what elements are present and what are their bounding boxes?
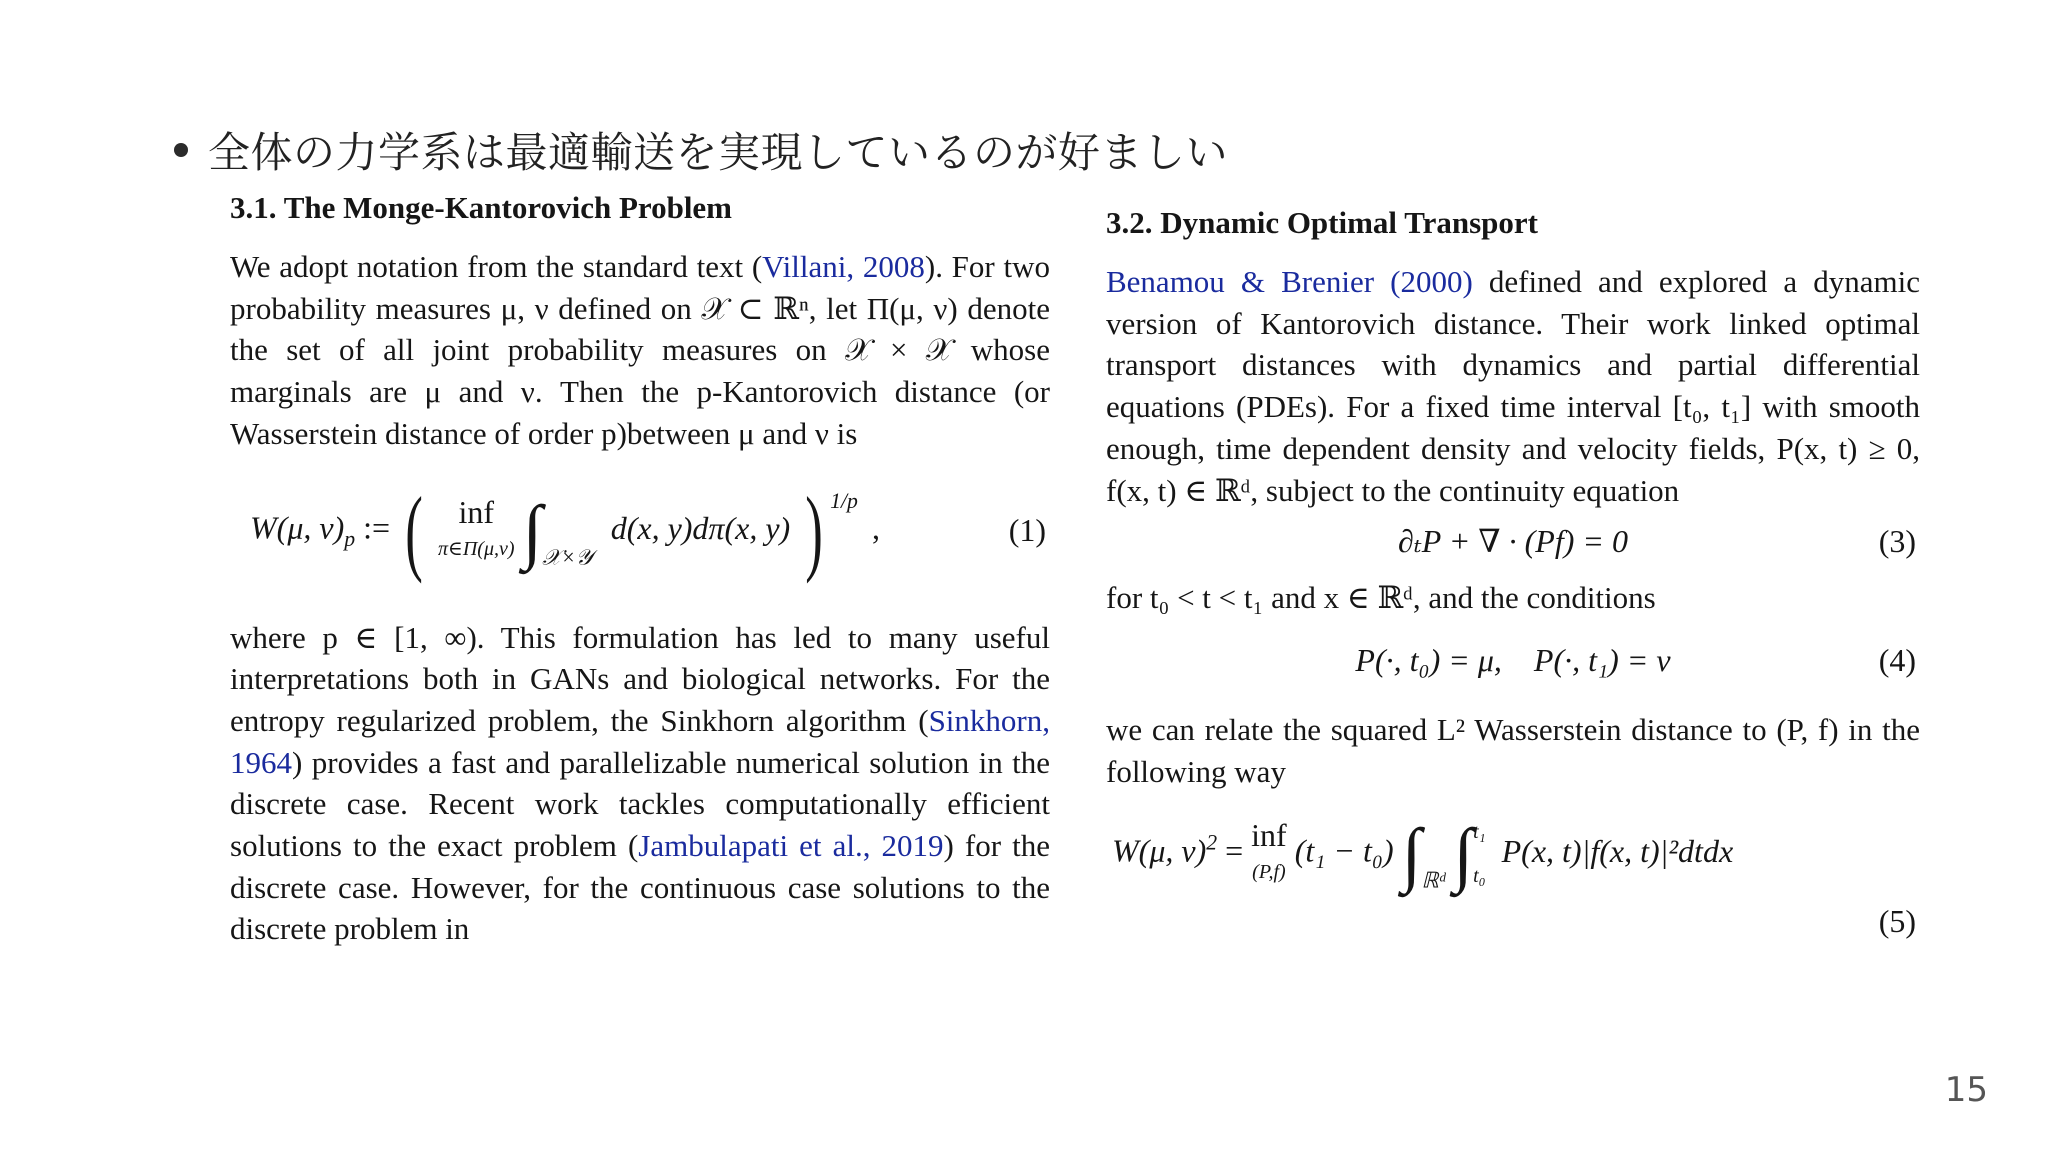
eq5-integrand: P(x, t)|f(x, t)|²dtdx [1501, 832, 1734, 869]
bullet-text: 全体の力学系は最適輸送を実現しているのが好ましい [208, 128, 1229, 177]
eq5-int1-sub: ℝᵈ [1421, 868, 1446, 893]
right-paren-icon: ) [805, 477, 823, 585]
citation-jambulapati[interactable]: Jambulapati et al., 2019 [638, 828, 944, 864]
left-p2-text-c: ) for the discrete case. However, for the continuous case solutions to the discrete problem in [230, 828, 1050, 947]
bullet-icon [174, 143, 188, 157]
equation-5-body [1112, 810, 1733, 902]
equation-5-number: (5) [1878, 902, 1916, 939]
left-p2-text-b: ) provides a fast and parallelizable numerical solution in the discrete case. Recent work tackles computationally efficient solutions to the exact problem ( [230, 744, 1050, 864]
eq5-inf [1251, 815, 1287, 894]
left-p1-text-b: ). For two probability measures μ, ν defined on 𝒳 ⊂ ℝⁿ, let Π(μ, ν) denote the set of all joint probability measures on 𝒳 × 𝒳 whose marginals are μ and ν. Then the p-Kantorovich distance (or Wasserstein distance of order p)between μ and ν is [230, 249, 1050, 451]
equation-1-number: (1) [1008, 511, 1046, 548]
eq5-int2-sub: t₀ [1473, 865, 1486, 888]
equation-3-body: ∂ₜP + ∇ · (Pf) = 0 [1398, 523, 1628, 560]
eq5-lhs: W(μ, ν) [1112, 832, 1207, 869]
eq1-inf-label: inf [458, 493, 495, 530]
eq1-integrand: d(x, y)dπ(x, y) [610, 509, 791, 546]
eq5-factor: (t₁ − t₀) [1294, 832, 1394, 869]
eq1-lhs: W(μ, ν) [250, 509, 345, 546]
eq1-integral-sub: 𝒳×𝒴 [542, 545, 593, 570]
equation-4 [1106, 631, 1920, 691]
left-p2-text-a: where p ∈ [1, ∞). This formulation has led to many useful interpretations both in GANs and biological networks. For the entropy regularized problem, the Sinkhorn algorithm ( [230, 619, 1050, 738]
eq5-eq: = [1217, 832, 1252, 869]
integral-icon: ∫ [522, 491, 543, 572]
right-paragraph-2: for t₀ < t < t₁ and x ∈ ℝᵈ, and the conditions [1106, 580, 1656, 616]
eq1-power: 1/p [830, 489, 858, 514]
eq5-lhs-supsub: 2 [1206, 830, 1218, 855]
left-p1-text-a: We adopt notation from the standard text ( [230, 249, 763, 284]
section-heading-3-1: 3.1. The Monge-Kantorovich Problem [230, 190, 733, 225]
eq5-inf-label: inf [1251, 816, 1287, 853]
equation-1-body [250, 477, 880, 585]
eq1-inf-under: π∈Π(μ,ν) [438, 538, 515, 561]
citation-sinkhorn[interactable]: Sinkhorn, 1964 [230, 702, 1050, 780]
equation-3-number: (3) [1878, 523, 1916, 560]
eq5-int2-sup: t₁ [1473, 821, 1486, 844]
equation-5 [1106, 806, 1920, 939]
equation-4-body: P(·, t₀) = μ, P(·, t₁) = ν [1355, 642, 1671, 679]
eq5-int2-limits [1473, 810, 1486, 898]
right-p1-text: defined and explored a dynamic version of Kantorovich distance. Their work linked optimal transport distances with dynamics and partial differential equations (PDEs). For a fixed time interval [t₀, t₁] with smooth enough, time dependent density and velocity fields, P(x, t) ≥ 0, f(x, t) ∈ ℝᵈ, subject to the continuity equation [1106, 264, 1920, 508]
eq1-def: := [355, 509, 399, 546]
right-paragraph-1 [1106, 261, 1920, 511]
integral-icon: ∫ [1401, 814, 1422, 895]
citation-benamou-brenier[interactable]: Benamou & Brenier (2000) [1106, 264, 1473, 299]
equation-4-number: (4) [1878, 642, 1916, 679]
right-column [1106, 203, 1920, 939]
equation-3 [1106, 517, 1920, 567]
section-heading-3-2: 3.2. Dynamic Optimal Transport [1106, 205, 1539, 240]
equation-1 [230, 471, 1050, 591]
left-column [230, 188, 1050, 950]
citation-villani[interactable]: Villani, 2008 [762, 249, 925, 284]
slide-bullet [174, 120, 1228, 180]
eq1-tail: , [871, 509, 880, 546]
left-paragraph-2 [230, 617, 1050, 951]
page-number: 15 [1944, 1070, 1988, 1110]
left-paren-icon: ( [405, 477, 423, 585]
eq5-inf-under: (P,f) [1252, 861, 1286, 884]
right-paragraph-3: we can relate the squared L² Wasserstein distance to (P, f) in the following way [1106, 711, 1920, 789]
eq1-lhs-sub: p [344, 527, 356, 552]
left-paragraph-1 [230, 246, 1050, 455]
integral-icon: ∫ [1453, 814, 1474, 895]
eq1-inf [438, 492, 515, 571]
